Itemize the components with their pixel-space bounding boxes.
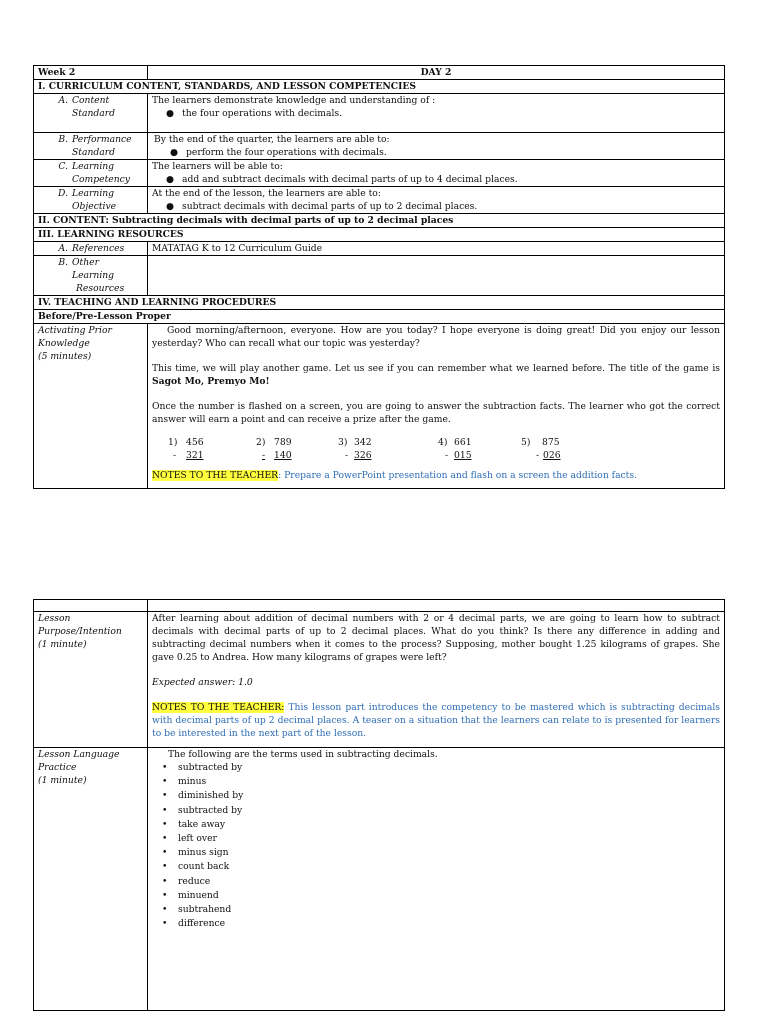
- learning-competency-cell: The learners will be able to: ● add and subtract decimals with decimal parts of up to 4 decimal places.: [148, 160, 725, 187]
- problem-2-bottom: 140: [274, 450, 292, 461]
- term-item: • left over: [162, 833, 217, 845]
- lesson-plan-table-top: [33, 65, 725, 489]
- day-cell: DAY 2: [148, 66, 725, 80]
- teacher-note-1: NOTES TO THE TEACHER: Prepare a PowerPoint presentation and flash on a screen the addition facts.: [152, 470, 638, 481]
- problem-5-number: 5): [521, 437, 531, 448]
- section-heading-resources: III. LEARNING RESOURCES: [34, 228, 725, 242]
- week-cell: Week 2: [34, 66, 148, 80]
- problem-4-minus: -: [445, 450, 449, 461]
- label-activating-prior-knowledge: Activating Prior Knowledge (5 minutes): [34, 324, 148, 489]
- lesson-language-practice-cell: The following are the terms used in subtracting decimals. • subtracted by • minus • diminished by • subtracted by • take away • left over • minus sign • count back • reduce • minuend • subtrahend • difference: [148, 748, 725, 1011]
- learning-objective-cell: At the end of the lesson, the learners are able to: ● subtract decimals with decimal parts of up to 2 decimal places.: [148, 187, 725, 214]
- section-heading-content: II. CONTENT: Subtracting decimals with decimal parts of up to 2 decimal places: [34, 214, 725, 228]
- problem-5-top: 875: [542, 437, 560, 448]
- game-intro: This time, we will play another game. Let us see if you can remember what we learned before. The title of the game is Sagot Mo, Premyo Mo!: [152, 363, 720, 387]
- problem-3-minus: -: [345, 450, 349, 461]
- teacher-note-2: NOTES TO THE TEACHER: This lesson part introduces the competency to be mastered which is subtracting decimals with decimal parts of up 2 decimal places. A teaser on a situation that the learners can relate to is presented for learners to be interested in the next part of the lesson.: [152, 702, 721, 739]
- problem-5-bottom: 026: [543, 450, 561, 461]
- label-learning-objective: D. Learning Objective: [34, 187, 148, 214]
- label-lesson-purpose: Lesson Purpose/Intention (1 minute): [34, 612, 148, 748]
- term-item: • subtracted by: [162, 762, 243, 773]
- term-item: • minuend: [162, 889, 219, 901]
- term-item: • reduce: [162, 875, 211, 887]
- expected-answer: Expected answer: 1.0: [152, 677, 253, 688]
- term-item: • take away: [162, 818, 226, 830]
- subtraction-problems: [152, 436, 720, 462]
- empty-header-right: [148, 600, 725, 612]
- term-item: • diminished by: [162, 790, 244, 802]
- term-item: • minus: [162, 776, 207, 788]
- section-heading-procedures: IV. TEACHING AND LEARNING PROCEDURES: [34, 296, 725, 310]
- problem-4-bottom: 015: [454, 450, 472, 461]
- problem-3-top: 342: [354, 437, 372, 448]
- label-content-standard: A. Content Standard: [34, 94, 148, 133]
- label-references: A. References: [34, 242, 148, 256]
- empty-header-left: [34, 600, 148, 612]
- problem-3-bottom: 326: [354, 450, 372, 461]
- problem-4-top: 661: [454, 437, 472, 448]
- problem-1-minus: -: [173, 450, 177, 461]
- problem-3-number: 3): [338, 437, 348, 448]
- performance-standard-cell: By the end of the quarter, the learners are able to: ● perform the four operations with decimals.: [148, 133, 725, 160]
- problem-4-number: 4): [438, 437, 448, 448]
- other-resources-cell: [148, 256, 725, 296]
- term-item: • difference: [162, 918, 226, 930]
- label-lesson-language-practice: Lesson Language Practice (1 minute): [34, 748, 148, 1011]
- label-learning-competency: C. Learning Competency: [34, 160, 148, 187]
- term-item: • subtrahend: [162, 904, 232, 916]
- problem-1-number: 1): [168, 437, 178, 448]
- term-item: • count back: [162, 861, 230, 873]
- problem-5-minus: -: [536, 450, 540, 461]
- content-standard-cell: The learners demonstrate knowledge and understanding of : ● the four operations with decimals.: [148, 94, 725, 133]
- lesson-purpose-cell: After learning about addition of decimal numbers with 2 or 4 decimal parts, we are going to learn how to subtract decimals with decimal parts of up to 2 decimal places. What do you think? Is there any difference in adding and subtracting decimal numbers when it comes to the process? Supposing, mother bought 1.25 kilograms of grapes. She gave 0.25 to Andrea. How many kilograms of grapes were left? Expected answer: 1.0 NOTES TO THE TEACHER: This lesson part introduces the competency to be mastered which is subtracting decimals with decimal parts of up 2 decimal places. A teaser on a situation that the learners can relate to is presented for learners to be interested in the next part of the lesson.: [148, 612, 725, 748]
- activating-prior-knowledge-cell: Good morning/afternoon, everyone. How are you today? I hope everyone is doing great! Did you enjoy our lesson yesterday? Who can recall what our topic was yesterday? This time, we will play another game. Let us see if you can remember what we learned before. The title of the game is Sagot Mo, Premyo Mo! Once the number is flashed on a screen, you are going to answer the subtraction facts. The learner who got the correct answer will earn a point and can receive a prize after the game. 1) 456 - 321 2) 789 - 140 3) 342 - 326 4) 661 - 015 5) 875 - 026 NOTES TO THE TEACHER: Prepare a PowerPoint presentation and flash on a screen the addition facts.: [148, 324, 725, 489]
- pre-lesson-heading: Before/Pre-Lesson Proper: [34, 310, 725, 324]
- term-item: • subtracted by: [162, 804, 243, 816]
- lesson-plan-table-bottom: [33, 599, 725, 1011]
- references-cell: MATATAG K to 12 Curriculum Guide: [148, 242, 725, 256]
- problem-2-top: 789: [274, 437, 292, 448]
- label-other-resources: B. Other Learning Resources: [34, 256, 148, 296]
- problem-2-minus: -: [262, 450, 266, 461]
- label-performance-standard: B. Performance Standard: [34, 133, 148, 160]
- term-item: • minus sign: [162, 847, 229, 859]
- problem-1-bottom: 321: [186, 450, 204, 461]
- section-heading-curriculum: I. CURRICULUM CONTENT, STANDARDS, AND LESSON COMPETENCIES: [34, 80, 725, 94]
- problem-1-top: 456: [186, 437, 204, 448]
- problem-2-number: 2): [256, 437, 266, 448]
